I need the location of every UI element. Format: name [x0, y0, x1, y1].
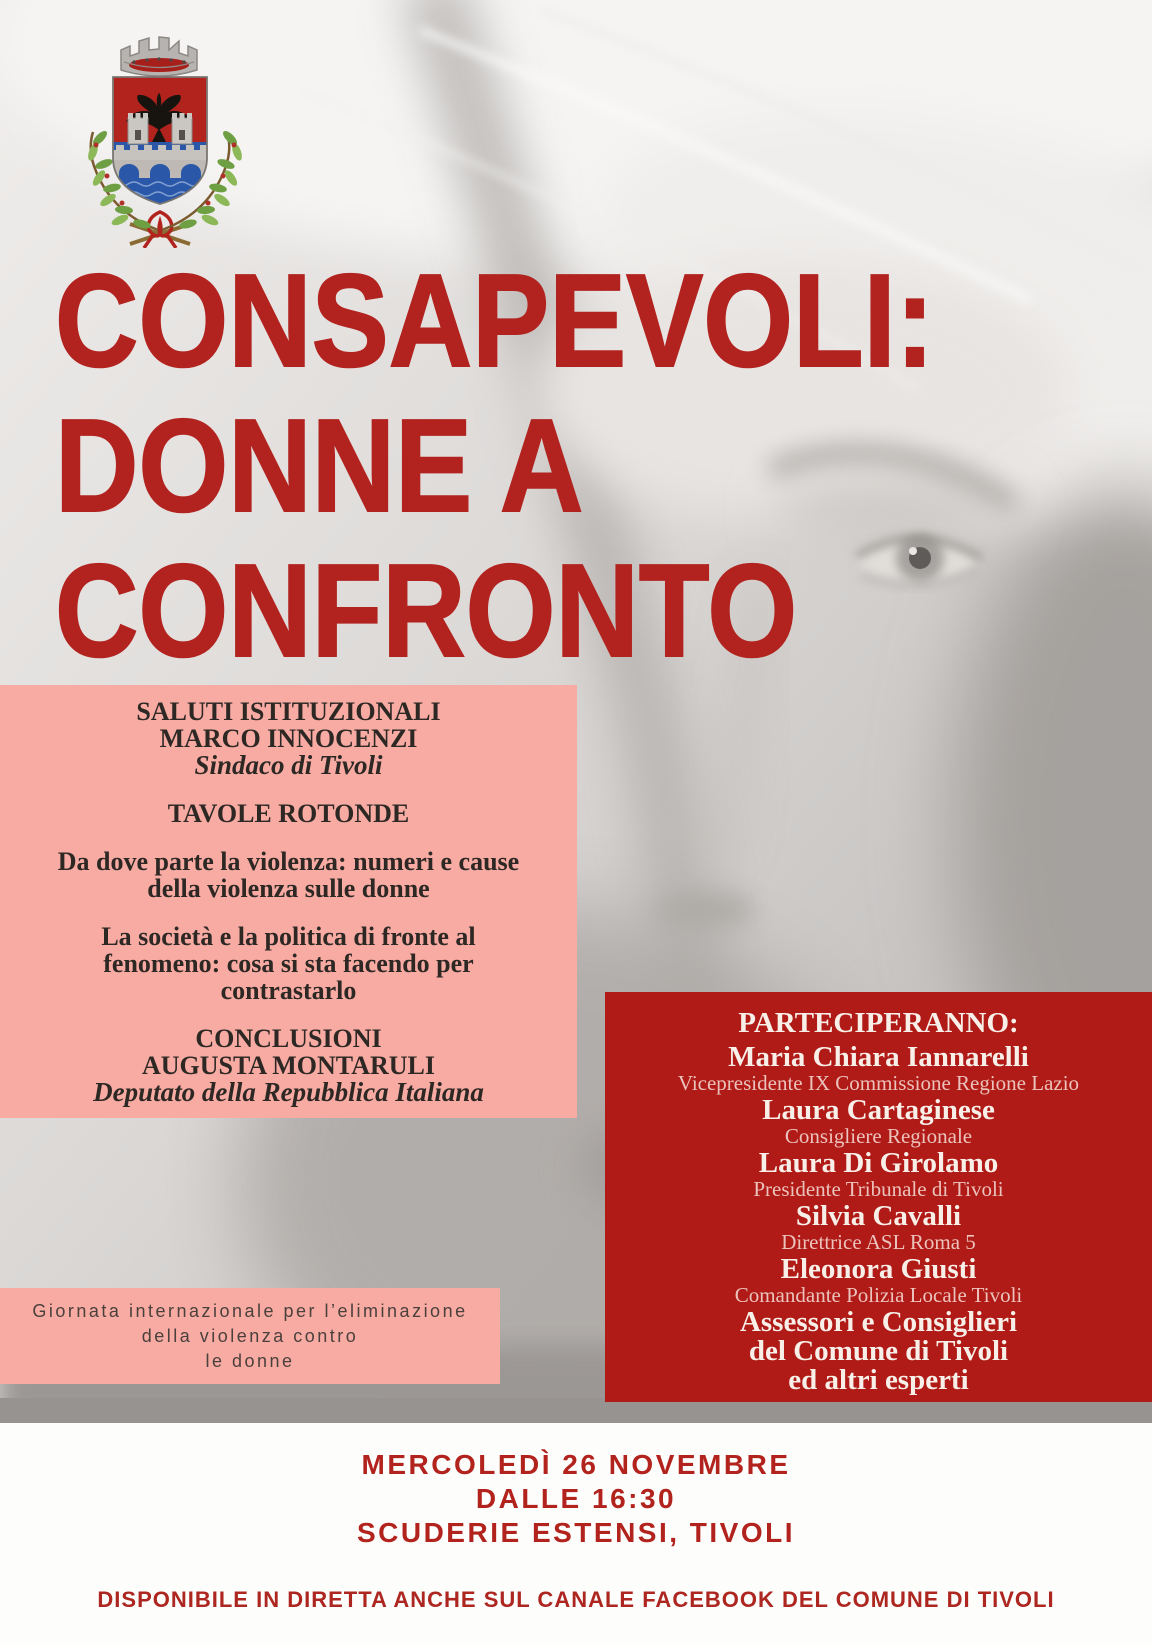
participant-role: Direttrice ASL Roma 5 — [781, 1230, 976, 1254]
participant-name: Laura Cartaginese — [762, 1094, 995, 1126]
program-line: La società e la politica di fronte al — [101, 922, 476, 951]
participant-entry — [605, 1254, 1152, 1306]
program-group-topic1 — [0, 848, 577, 902]
participant-role: Vicepresidente IX Commissione Regione Lazio — [677, 1071, 1080, 1095]
program-line: CONCLUSIONI — [195, 1024, 382, 1053]
participants-closing-line: ed altri esperti — [788, 1364, 969, 1396]
program-line: Da dove parte la violenza: numeri e cause — [57, 847, 520, 876]
program-line: TAVOLE ROTONDE — [167, 799, 410, 828]
event-time: DALLE 16:30 — [475, 1483, 677, 1514]
event-details — [0, 1448, 1152, 1550]
program-line: della violenza sulle donne — [147, 874, 430, 903]
participant-role: Consigliere Regionale — [784, 1124, 973, 1148]
program-line: Deputato della Repubblica Italiana — [93, 1077, 484, 1107]
facebook-live-notice: DISPONIBILE IN DIRETTA ANCHE SUL CANALE FACEBOOK DEL COMUNE DI TIVOLI — [97, 1587, 1055, 1612]
participant-role: Presidente Tribunale di Tivoli — [753, 1177, 1004, 1201]
participants-closing-line: del Comune di Tivoli — [748, 1335, 1009, 1367]
participants-closing-line: Assessori e Consiglieri — [739, 1306, 1018, 1338]
banner-line: le donne — [205, 1351, 295, 1371]
program-group-conclusions — [0, 1025, 577, 1106]
program-box — [0, 685, 577, 1118]
participant-entry — [605, 1148, 1152, 1200]
banner-line: della violenza contro — [141, 1326, 359, 1346]
event-date: MERCOLEDÌ 26 NOVEMBRE — [361, 1449, 791, 1480]
program-line: fenomeno: cosa si sta facendo per — [103, 949, 474, 978]
program-line: contrastarlo — [220, 976, 357, 1005]
event-venue: SCUDERIE ESTENSI, TIVOLI — [356, 1517, 796, 1548]
participant-name: Silvia Cavalli — [795, 1200, 962, 1232]
international-day-banner — [0, 1288, 500, 1384]
participant-name: Laura Di Girolamo — [758, 1147, 999, 1179]
program-line: Sindaco di Tivoli — [194, 750, 383, 780]
participant-entry — [605, 1201, 1152, 1253]
program-line: MARCO INNOCENZI — [159, 724, 418, 753]
tivoli-coat-of-arms — [72, 18, 258, 248]
participant-entry — [605, 1095, 1152, 1147]
participant-role: Comandante Polizia Locale Tivoli — [734, 1283, 1023, 1307]
program-group-topic2 — [0, 923, 577, 1004]
participant-name: Eleonora Giusti — [780, 1253, 977, 1285]
program-group-greetings — [0, 698, 577, 779]
program-line: SALUTI ISTITUZIONALI — [136, 697, 441, 726]
program-group-roundtables — [0, 800, 577, 827]
banner-line: Giornata internazionale per l’eliminazione — [32, 1301, 468, 1321]
title-line: CONFRONTO — [55, 537, 798, 684]
title-line: DONNE A — [55, 392, 584, 539]
program-line: AUGUSTA MONTARULI — [141, 1051, 435, 1080]
participant-entry — [605, 1042, 1152, 1094]
title-line: CONSAPEVOLI: — [55, 247, 935, 394]
participant-name: Maria Chiara Iannarelli — [728, 1041, 1029, 1073]
poster-title — [55, 247, 935, 684]
participants-heading: PARTECIPERANNO: — [738, 1007, 1019, 1039]
participants-box — [605, 992, 1152, 1402]
